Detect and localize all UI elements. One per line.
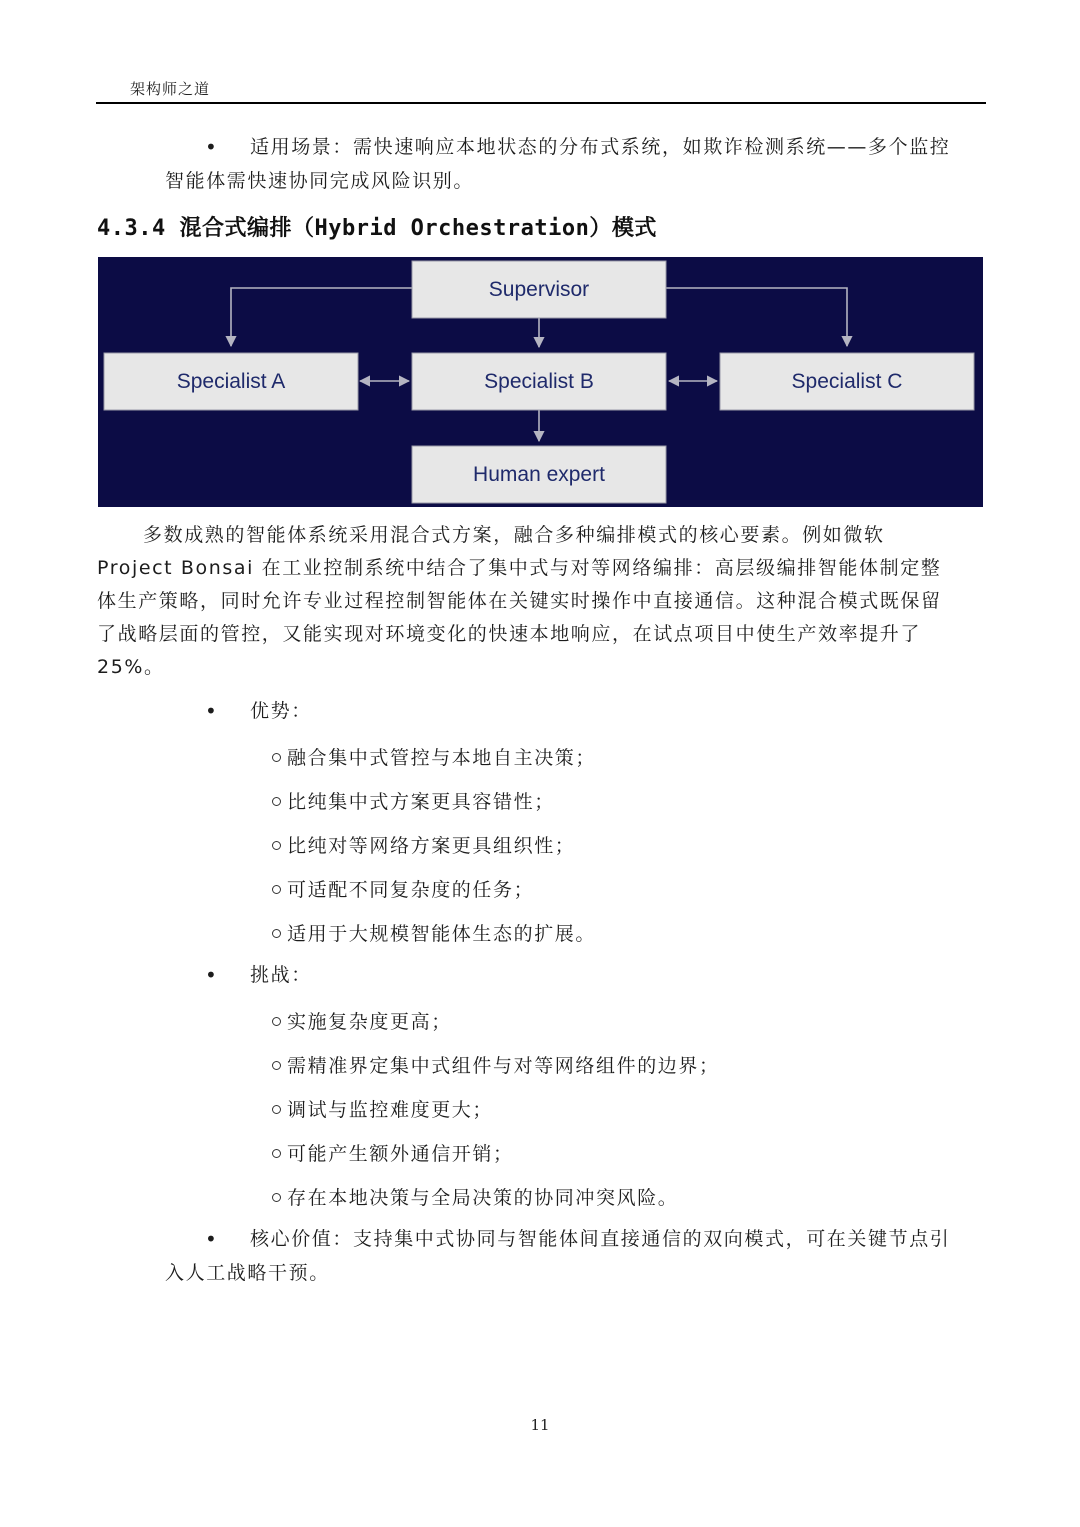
node-specialist-c-label: Specialist C <box>791 370 903 393</box>
list-item: 可适配不同复杂度的任务； <box>272 875 534 902</box>
body-paragraph-line-3: 体生产策略，同时允许专业过程控制智能体在关键实时操作中直接通信。这种混合模式既保留 <box>97 590 942 612</box>
node-supervisor-label: Supervisor <box>488 278 590 301</box>
node-specialist-a-label: Specialist A <box>176 370 286 393</box>
circle-bullet-icon <box>272 1193 281 1202</box>
body-paragraph-line-4: 了战略层面的管控，又能实现对环境变化的快速本地响应，在试点项目中使生产效率提升了 <box>97 623 922 645</box>
circle-bullet-icon <box>272 929 281 938</box>
core-value-line-2: 入人工战略干预。 <box>165 1262 330 1284</box>
body-paragraph-line-2: Project Bonsai 在工业控制系统中结合了集中式与对等网络编排：高层级编排智能体制定整 <box>97 557 942 579</box>
bullet-icon: • <box>205 963 219 987</box>
node-specialist-b-label: Specialist B <box>484 370 594 393</box>
bullet-icon: • <box>205 1227 219 1251</box>
list-item: 适用于大规模智能体生态的扩展。 <box>272 919 596 946</box>
page-number: 11 <box>530 1416 550 1434</box>
hybrid-orchestration-diagram <box>98 257 983 507</box>
advantages-label: 优势： <box>250 700 312 722</box>
body-paragraph-line-1: 多数成熟的智能体系统采用混合式方案，融合多种编排模式的核心要素。例如微软 <box>143 524 885 546</box>
circle-bullet-icon <box>272 1149 281 1158</box>
challenges-label: 挑战： <box>250 964 312 986</box>
list-item: 存在本地决策与全局决策的协同冲突风险。 <box>272 1183 678 1210</box>
circle-bullet-icon <box>272 797 281 806</box>
intro-bullet-line-1: 适用场景：需快速响应本地状态的分布式系统，如欺诈检测系统——多个监控 <box>250 136 951 158</box>
intro-bullet-line-2: 智能体需快速协同完成风险识别。 <box>165 170 475 192</box>
circle-bullet-icon <box>272 885 281 894</box>
circle-bullet-icon <box>272 1061 281 1070</box>
running-header: 架构师之道 <box>130 80 211 98</box>
header-divider <box>96 102 986 104</box>
list-item: 需精准界定集中式组件与对等网络组件的边界； <box>272 1051 720 1078</box>
circle-bullet-icon <box>272 1017 281 1026</box>
bullet-icon: • <box>205 135 219 159</box>
circle-bullet-icon <box>272 753 281 762</box>
list-item: 融合集中式管控与本地自主决策； <box>272 743 596 770</box>
list-item: 比纯对等网络方案更具组织性； <box>272 831 575 858</box>
list-item: 调试与监控难度更大； <box>272 1095 493 1122</box>
section-heading: 4.3.4 混合式编排（Hybrid Orchestration）模式 <box>97 216 657 241</box>
list-item: 可能产生额外通信开销； <box>272 1139 514 1166</box>
circle-bullet-icon <box>272 841 281 850</box>
circle-bullet-icon <box>272 1105 281 1114</box>
list-item: 比纯集中式方案更具容错性； <box>272 787 555 814</box>
body-paragraph-line-5: 25%。 <box>97 656 165 678</box>
core-value-line-1: 核心价值：支持集中式协同与智能体间直接通信的双向模式，可在关键节点引 <box>250 1228 951 1250</box>
list-item: 实施复杂度更高； <box>272 1007 452 1034</box>
node-human-expert-label: Human expert <box>473 463 605 486</box>
bullet-icon: • <box>205 699 219 723</box>
